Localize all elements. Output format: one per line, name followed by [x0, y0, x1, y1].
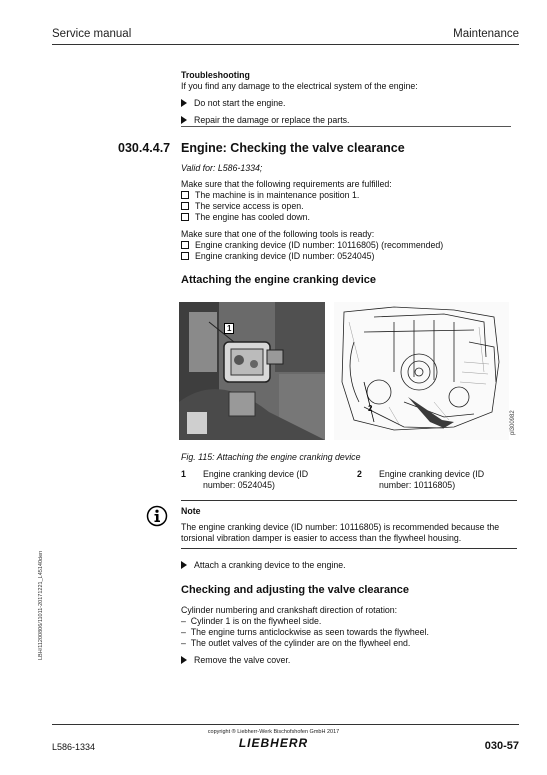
engine-photo-left [179, 302, 325, 440]
troubleshooting-block [181, 70, 511, 126]
page-number: 030-57 [484, 740, 519, 752]
step-arrow-icon [181, 116, 187, 124]
note-text-line: torsional vibration damper is easier to access than the flywheel housing. [181, 533, 462, 543]
section-number: 030.4.4.7 [118, 141, 171, 155]
step-arrow-icon [181, 561, 187, 569]
header-rule [52, 44, 519, 45]
troubleshooting-step: Do not start the engine. [181, 98, 511, 109]
tool-item: Engine cranking device (ID number: 10116805) (recommended) [181, 240, 511, 251]
engine-drawing-right-graphic [334, 302, 509, 440]
tools-intro: Make sure that one of the following tools is ready: [181, 229, 375, 239]
troubleshooting-step: Repair the damage or replace the parts. [181, 115, 511, 126]
section-title: Engine: Checking the valve clearance [181, 141, 405, 155]
checkbox-icon [181, 252, 189, 260]
requirement-item: The service access is open. [181, 201, 511, 212]
checkbox-icon [181, 202, 189, 210]
attach-heading: Attaching the engine cranking device [181, 274, 376, 286]
legend-text-line: number: 10116805) [379, 480, 456, 490]
requirement-item: The engine has cooled down. [181, 212, 511, 223]
liebherr-logo: LIEBHERR [238, 736, 309, 750]
note-text-line: The engine cranking device (ID number: 10116805) is recommended because the [181, 522, 500, 532]
header-right: Maintenance [453, 28, 519, 40]
note-title: Note [181, 506, 201, 516]
troubleshooting-intro: If you find any damage to the electrical system of the engine: [181, 81, 418, 91]
note-rule-bottom [181, 548, 517, 549]
attach-step: Attach a cranking device to the engine. [181, 560, 346, 571]
checkbox-icon [181, 213, 189, 221]
engine-photo-left-graphic [179, 302, 325, 440]
callout-1: 1 [224, 323, 234, 334]
checking-intro: Cylinder numbering and crankshaft direction of rotation: [181, 605, 398, 615]
callout-2: 2 [368, 404, 373, 413]
valid-for: Valid for: L586-1334; [181, 163, 263, 173]
legend-text-line: Engine cranking device (ID [203, 469, 309, 479]
troubleshooting-rule [181, 126, 511, 127]
checking-block [181, 605, 511, 666]
footer-rule [52, 724, 519, 725]
header-left: Service manual [52, 28, 132, 40]
checking-step: Remove the valve cover. [181, 655, 511, 666]
checkbox-icon [181, 241, 189, 249]
footer-copyright: copyright ® Liebherr-Werk Bischofshofen GmbH 2017 [207, 729, 340, 735]
checking-item: – The engine turns anticlockwise as seen towards the flywheel. [181, 627, 429, 637]
requirements-intro: Make sure that the following requirements are fulfilled: [181, 179, 392, 189]
checkbox-icon [181, 191, 189, 199]
legend-number: 2 [357, 469, 362, 479]
troubleshooting-title: Troubleshooting [181, 70, 250, 80]
legend-text-line: Engine cranking device (ID [379, 469, 485, 479]
checking-item: – Cylinder 1 is on the flywheel side. [181, 616, 322, 626]
footer-model: L586-1334 [52, 742, 96, 752]
step-arrow-icon [181, 99, 187, 107]
info-icon [146, 505, 168, 527]
figure-side-code: pl300982 [510, 410, 516, 435]
side-document-code: LBH/11200806/11011-20171221_L45140den [38, 550, 44, 660]
note-block [181, 506, 517, 544]
requirement-item: The machine is in maintenance position 1. [181, 190, 511, 201]
engine-drawing-right [334, 302, 509, 440]
figure-caption: Fig. 115: Attaching the engine cranking device [181, 452, 361, 462]
requirements-block [181, 163, 511, 262]
step-arrow-icon [181, 656, 187, 664]
tool-item: Engine cranking device (ID number: 0524045) [181, 251, 511, 262]
legend-text-line: number: 0524045) [203, 480, 275, 490]
legend-number: 1 [181, 469, 186, 479]
checking-heading: Checking and adjusting the valve clearance [181, 584, 410, 596]
note-rule-top [181, 500, 517, 501]
checking-item: – The outlet valves of the cylinder are on the flywheel end. [181, 638, 411, 648]
